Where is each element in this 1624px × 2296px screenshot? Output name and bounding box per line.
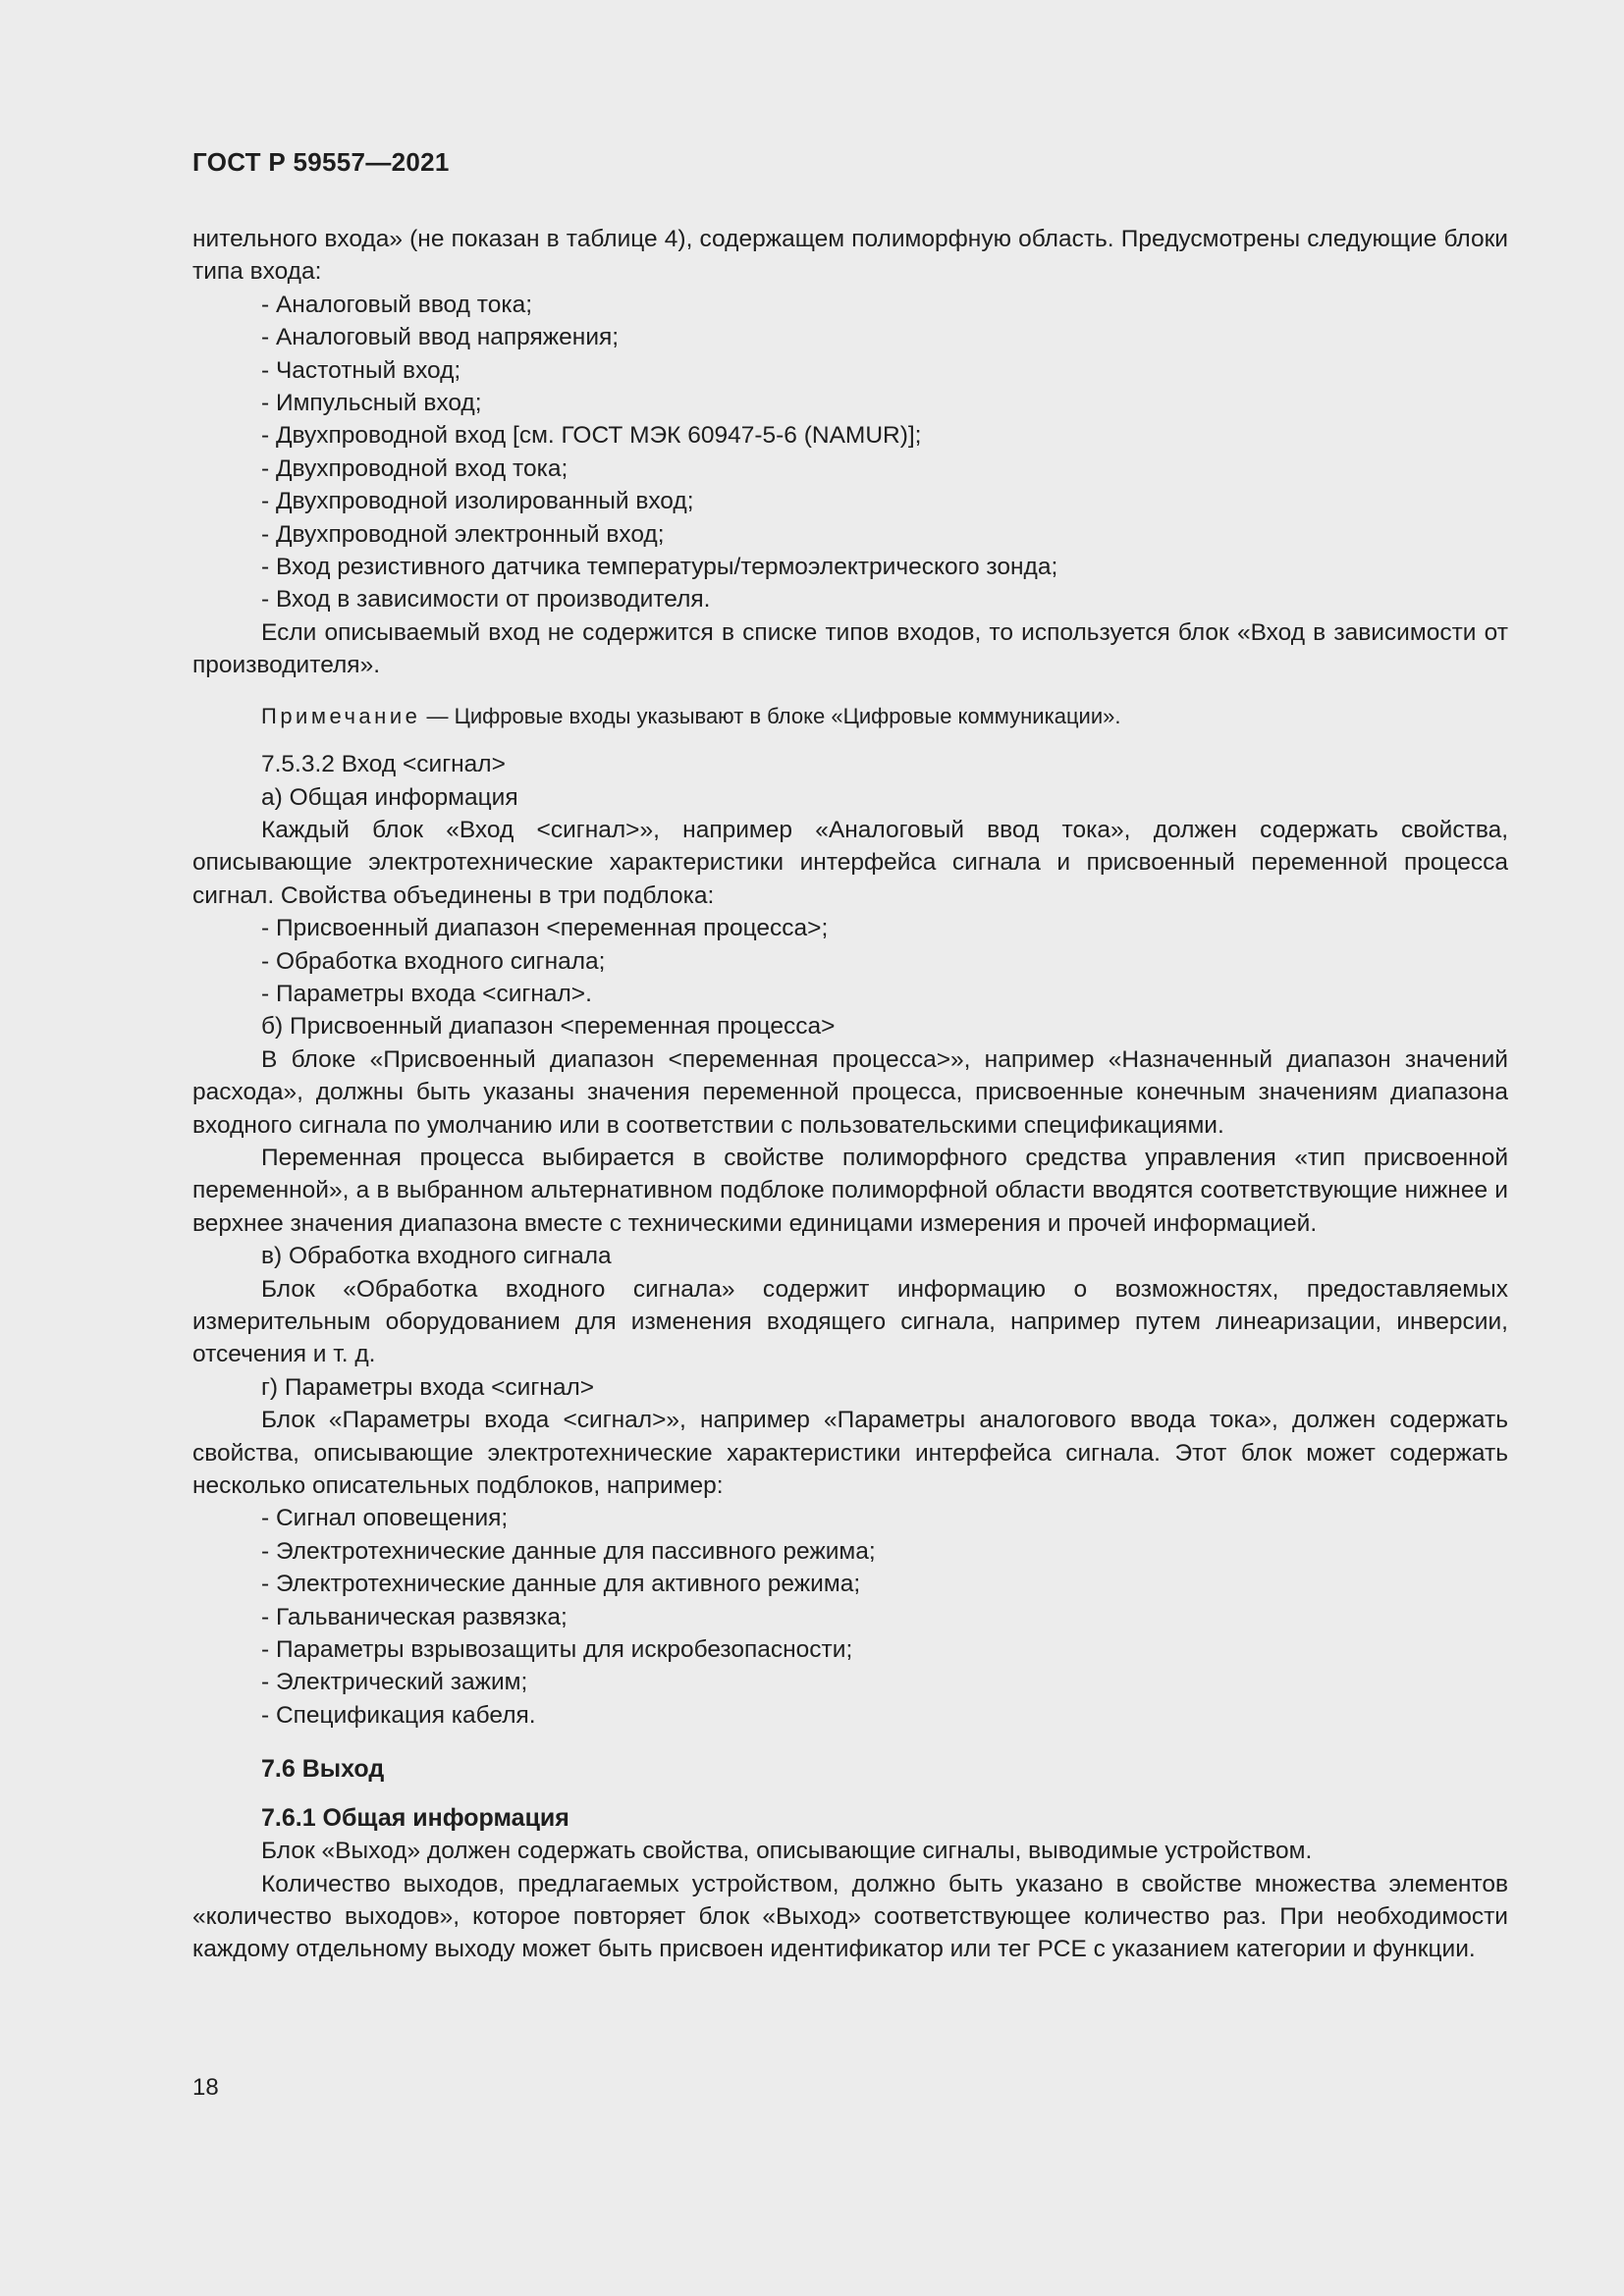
list-item: - Двухпроводной изолированный вход; — [261, 488, 694, 515]
list-item: - Спецификация кабеля. — [261, 1701, 536, 1729]
list-item: - Электротехнические данные для пассивного режима; — [261, 1537, 876, 1565]
section-76-heading: 7.6 Выход — [261, 1755, 385, 1784]
list-item: - Сигнал оповещения; — [261, 1505, 509, 1532]
list-item: - Импульсный вход; — [261, 390, 482, 417]
list-item: - Вход в зависимости от производителя. — [261, 586, 711, 614]
list-item: - Частотный вход; — [261, 356, 461, 384]
section-761-paragraph-2: Количество выходов, предлагаемых устройством, должно быть указано в свойстве множества элементов «количество выходов», которое повторяет блок «Выход» соответствующее количество раз. При необходимости каждому отдельному выходу может быть присвоен идентификатор или тег PCE с указанием категории и функции. — [192, 1870, 1508, 1963]
subsection-b-paragraph-1: В блоке «Присвоенный диапазон <переменная процесса>», например «Назначенный диапазон значений расхода», должны быть указаны значения переменной процесса, присвоенные конечным значениям диапазона входного сигнала по умолчанию или в соответствии с пользовательскими спецификациями. — [192, 1045, 1508, 1139]
document-header: ГОСТ Р 59557—2021 — [192, 147, 450, 177]
subsection-g-paragraph: Блок «Параметры входа <сигнал>», например «Параметры аналогового ввода тока», должен содержать свойства, описывающие электротехнические характеристики интерфейса сигнала. Этот блок может содержать несколько описательных подблоков, например: — [192, 1407, 1508, 1500]
list-item: - Обработка входного сигнала; — [261, 947, 606, 975]
subsection-b-title: б) Присвоенный диапазон <переменная процесса> — [261, 1013, 836, 1041]
subsection-b-paragraph-2: Переменная процесса выбирается в свойстве полиморфного средства управления «тип присвоенной переменной», а в выбранном альтернативном подблоке полиморфной области вводятся соответствующие нижнее и верхнее значения диапазона вместе с техническими единицами измерения и прочей информацией. — [192, 1144, 1508, 1237]
list-item: - Гальваническая развязка; — [261, 1603, 568, 1630]
list-item: - Электрический зажим; — [261, 1669, 528, 1696]
section-761-heading: 7.6.1 Общая информация — [261, 1803, 569, 1832]
list-item: - Присвоенный диапазон <переменная процесса>; — [261, 915, 829, 942]
subsection-v-title: в) Обработка входного сигнала — [261, 1243, 612, 1270]
list-item: - Двухпроводной электронный вход; — [261, 520, 665, 548]
note-label: Примечание — [261, 703, 421, 728]
note — [261, 700, 1508, 732]
page-content — [192, 223, 1508, 1966]
note-text: — Цифровые входы указывают в блоке «Цифровые коммуникации». — [420, 703, 1121, 728]
fallback-paragraph: Если описываемый вход не содержится в списке типов входов, то используется блок «Вход в зависимости от производителя». — [192, 618, 1508, 679]
subsection-g-list — [192, 1502, 1508, 1732]
subsection-a-list — [192, 912, 1508, 1010]
list-item: - Двухпроводной вход [см. ГОСТ МЭК 60947-5-6 (NAMUR)]; — [261, 422, 922, 450]
subsection-v-paragraph: Блок «Обработка входного сигнала» содержит информацию о возможностях, предоставляемых измерительным оборудованием для изменения входящего сигнала, например путем линеаризации, инверсии, отсечения и т. д. — [192, 1275, 1508, 1368]
intro-paragraph: нительного входа» (не показан в таблице 4), содержащем полиморфную область. Предусмотрены следующие блоки типа входа: — [192, 226, 1508, 286]
page-number: 18 — [192, 2074, 219, 2101]
list-item: - Аналоговый ввод тока; — [261, 291, 533, 318]
list-item: - Вход резистивного датчика температуры/термоэлектрического зонда; — [261, 554, 1058, 581]
input-type-list — [192, 289, 1508, 616]
list-item: - Параметры входа <сигнал>. — [261, 980, 592, 1007]
section-761-paragraph-1: Блок «Выход» должен содержать свойства, описывающие сигналы, выводимые устройством. — [261, 1838, 1313, 1865]
section-7532-title: 7.5.3.2 Вход <сигнал> — [261, 751, 506, 778]
list-item: - Аналоговый ввод напряжения; — [261, 324, 620, 351]
subsection-g-title: г) Параметры входа <сигнал> — [261, 1373, 595, 1401]
list-item: - Двухпроводной вход тока; — [261, 454, 568, 482]
subsection-a-title: а) Общая информация — [261, 783, 518, 811]
subsection-a-paragraph: Каждый блок «Вход <сигнал>», например «Аналоговый ввод тока», должен содержать свойства, описывающие электротехнические характеристики интерфейса сигнала и присвоенный переменной процесса сигнал. Свойства объединены в три подблока: — [192, 816, 1508, 909]
list-item: - Параметры взрывозащиты для искробезопасности; — [261, 1636, 853, 1664]
list-item: - Электротехнические данные для активного режима; — [261, 1571, 861, 1598]
